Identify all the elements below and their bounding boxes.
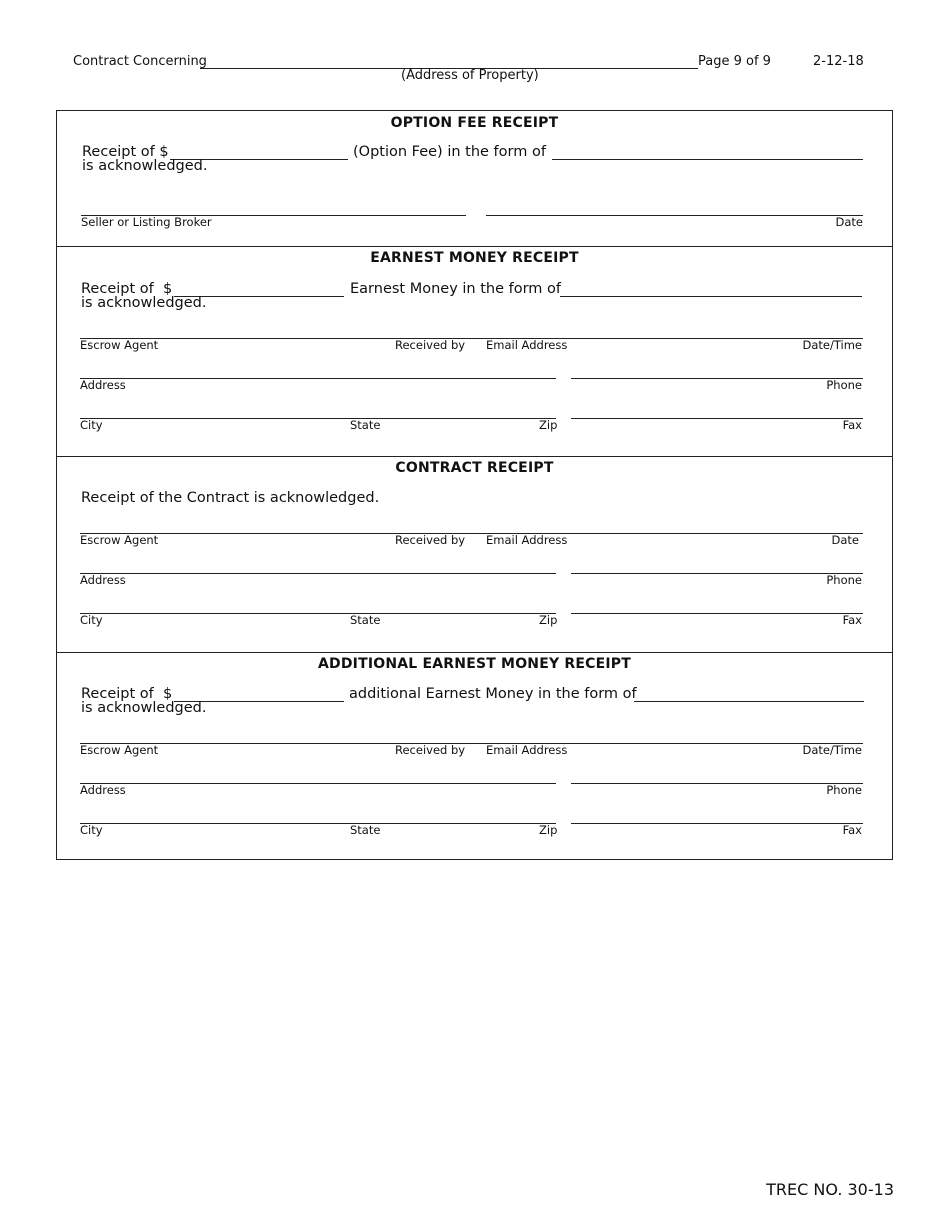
seller-or-listing-broker-label: Seller or Listing Broker	[81, 215, 212, 229]
state-label: State	[350, 613, 381, 627]
section-divider	[56, 652, 893, 653]
date-time-label: Date/Time	[802, 743, 862, 757]
phone-label: Phone	[826, 783, 862, 797]
section-divider	[56, 246, 893, 247]
option-fee-receipt-middle: (Option Fee) in the form of	[353, 144, 546, 160]
escrow-agent-label: Escrow Agent	[80, 338, 159, 352]
option-fee-receipt-prefix: Receipt of $	[82, 144, 169, 160]
address-label: Address	[80, 378, 126, 392]
date-time-label: Date/Time	[802, 338, 862, 352]
zip-label: Zip	[539, 823, 558, 837]
received-by-label: Received by	[395, 533, 466, 547]
additional-escrow-agent-line[interactable]	[80, 743, 863, 744]
contract-address-line[interactable]	[80, 573, 556, 574]
fax-label: Fax	[842, 823, 862, 837]
email-address-label: Email Address	[486, 743, 568, 757]
contract-city-state-zip-line[interactable]	[80, 613, 556, 614]
email-address-label: Email Address	[486, 338, 568, 352]
zip-label: Zip	[539, 613, 558, 627]
option-fee-date-label: Date	[835, 215, 863, 229]
state-label: State	[350, 823, 381, 837]
earnest-address-line[interactable]	[80, 378, 556, 379]
email-address-label: Email Address	[486, 533, 568, 547]
earnest-receipt-prefix: Receipt of $	[81, 281, 173, 297]
fax-label: Fax	[842, 613, 862, 627]
form-date: 2-12-18	[813, 54, 864, 69]
address-label: Address	[80, 573, 126, 587]
form-number: TREC NO. 30-13	[766, 1180, 894, 1199]
phone-label: Phone	[826, 573, 862, 587]
contract-concerning-label: Contract Concerning	[73, 54, 207, 69]
earnest-receipt-middle: Earnest Money in the form of	[350, 281, 562, 297]
city-label: City	[80, 613, 103, 627]
option-fee-form-field[interactable]	[552, 159, 863, 160]
received-by-label: Received by	[395, 743, 466, 757]
additional-address-line[interactable]	[80, 783, 556, 784]
additional-form-field[interactable]	[634, 701, 864, 702]
option-fee-title: OPTION FEE RECEIPT	[390, 115, 559, 131]
address-caption: (Address of Property)	[401, 68, 539, 83]
earnest-city-state-zip-line[interactable]	[80, 418, 556, 419]
city-label: City	[80, 418, 103, 432]
option-fee-acknowledged: is acknowledged.	[82, 158, 208, 174]
date-label: Date	[831, 533, 859, 547]
earnest-form-field[interactable]	[560, 296, 862, 297]
received-by-label: Received by	[395, 338, 466, 352]
fax-label: Fax	[842, 418, 862, 432]
escrow-agent-label: Escrow Agent	[80, 533, 159, 547]
contract-receipt-text: Receipt of the Contract is acknowledged.	[81, 490, 380, 506]
additional-receipt-middle: additional Earnest Money in the form of	[349, 686, 637, 702]
zip-label: Zip	[539, 418, 558, 432]
additional-receipt-prefix: Receipt of $	[81, 686, 173, 702]
additional-acknowledged: is acknowledged.	[81, 700, 207, 716]
earnest-escrow-agent-line[interactable]	[80, 338, 863, 339]
earnest-acknowledged: is acknowledged.	[81, 295, 207, 311]
escrow-agent-label: Escrow Agent	[80, 743, 159, 757]
additional-earnest-title: ADDITIONAL EARNEST MONEY RECEIPT	[318, 656, 631, 672]
contract-receipt-title: CONTRACT RECEIPT	[395, 460, 554, 476]
city-label: City	[80, 823, 103, 837]
phone-label: Phone	[826, 378, 862, 392]
address-label: Address	[80, 783, 126, 797]
page-number: Page 9 of 9	[698, 54, 771, 69]
contract-escrow-agent-line[interactable]	[80, 533, 863, 534]
section-divider	[56, 456, 893, 457]
additional-city-state-zip-line[interactable]	[80, 823, 556, 824]
earnest-money-title: EARNEST MONEY RECEIPT	[370, 250, 579, 266]
state-label: State	[350, 418, 381, 432]
